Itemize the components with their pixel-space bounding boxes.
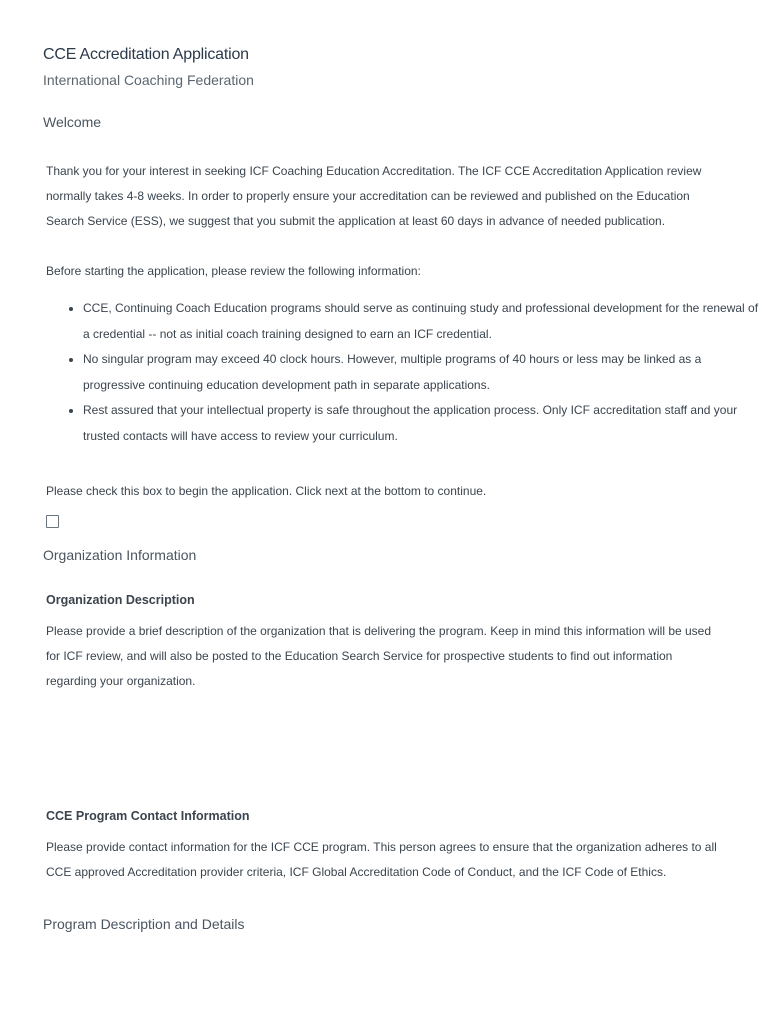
program-contact-help: Please provide contact information for the ICF CCE program. This person agrees to ensure that the organization adheres to all CCE approved Accreditation provider criteria, ICF Global Accreditation Code of Conduct, and the ICF Code of Ethics. — [46, 840, 717, 879]
review-prompt: Before starting the application, please review the following information: — [46, 264, 421, 278]
checkbox-instruction: Please check this box to begin the application. Click next at the bottom to continue. — [46, 484, 487, 498]
list-item: • CCE, Continuing Coach Education programs should serve as continuing study and professional development for the renewal of a credential -- not as initial coach training designed to earn an ICF credential. — [83, 296, 763, 347]
page-subtitle: International Coaching Federation — [43, 72, 254, 88]
welcome-heading: Welcome — [43, 114, 102, 130]
program-heading: Program Description and Details — [43, 916, 245, 932]
program-contact-label: CCE Program Contact Information — [46, 809, 250, 823]
page-title: CCE Accreditation Application — [43, 46, 249, 63]
organization-description-help: Please provide a brief description of the organization that is delivering the program. Keep in mind this information will be used for ICF review, and will also be posted to the Education Search Service for prospective students to find out information regarding your organization. — [46, 624, 712, 688]
organization-heading: Organization Information — [43, 547, 197, 563]
begin-application-checkbox[interactable] — [46, 515, 59, 528]
list-item: • No singular program may exceed 40 clock hours. However, multiple programs of 40 hours or less may be linked as a progressive continuing education development path in separate applications. — [83, 347, 763, 398]
organization-description-label: Organization Description — [46, 593, 195, 607]
list-item: • Rest assured that your intellectual property is safe throughout the application process. Only ICF accreditation staff and your trusted contacts will have access to review your curriculum. — [83, 398, 763, 449]
requirements-list — [46, 296, 763, 449]
welcome-intro: Thank you for your interest in seeking ICF Coaching Education Accreditation. The ICF CCE Accreditation Application review normally takes 4-8 weeks. In order to properly ensure your accreditation can be reviewed and published on the Education Search Service (ESS), we suggest that you submit the application at least 60 days in advance of needed publication. — [46, 164, 702, 228]
